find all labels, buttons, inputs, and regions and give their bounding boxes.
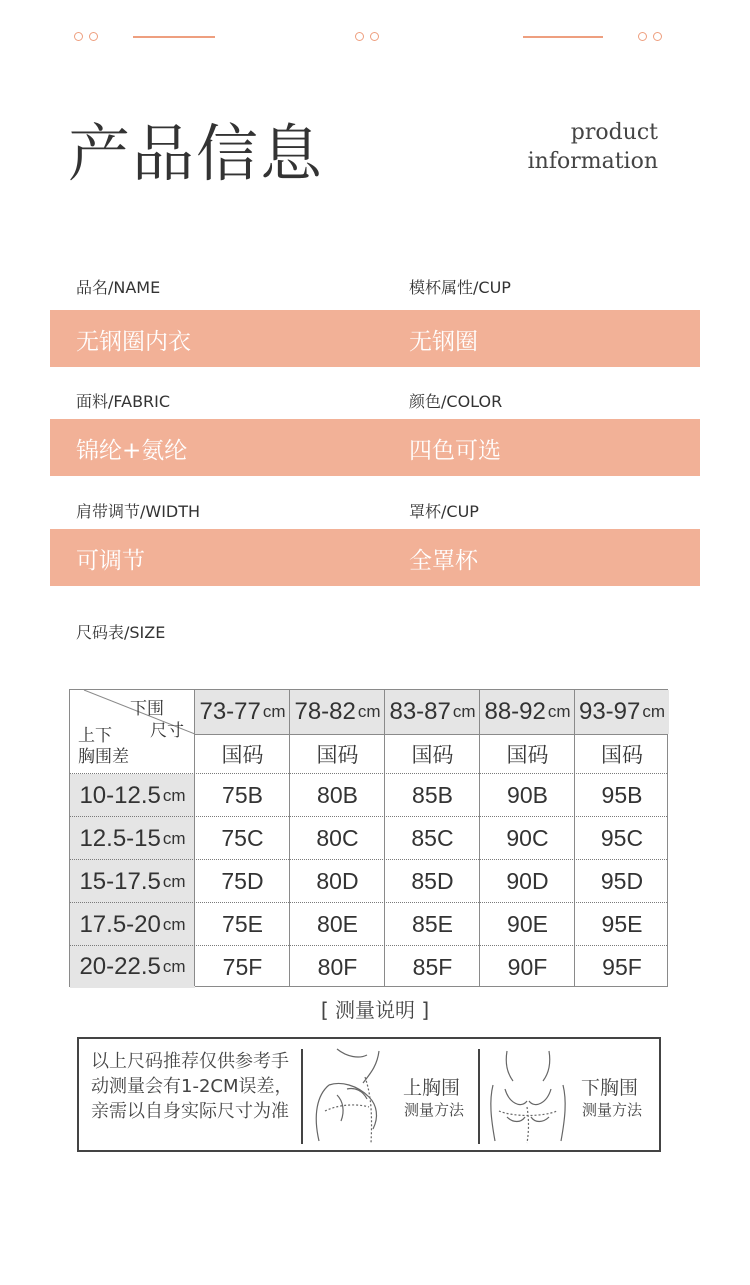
upper-bust-label: 上胸围 bbox=[403, 1077, 461, 1099]
info-value-fabric: 锦纶+氨纶 bbox=[76, 438, 188, 464]
grid-hline bbox=[195, 734, 667, 735]
size-cell: 80C bbox=[316, 825, 359, 851]
page-title-en-line2: information bbox=[527, 149, 658, 174]
grid-hline bbox=[70, 859, 667, 860]
info-label-cup: 罩杯/CUP bbox=[409, 502, 479, 521]
col-subheader: 国码 bbox=[601, 743, 643, 767]
corner-label-updown: 上下 bbox=[78, 726, 112, 746]
size-cell: 90D bbox=[506, 868, 549, 894]
info-value-cup: 全罩杯 bbox=[409, 548, 478, 574]
decor-line-left bbox=[133, 36, 215, 38]
size-cell: 90E bbox=[507, 911, 548, 937]
info-label-cup-type: 模杯属性/CUP bbox=[409, 278, 511, 297]
size-cell: 90C bbox=[506, 825, 549, 851]
info-label-color: 颜色/COLOR bbox=[409, 392, 503, 411]
info-value-name: 无钢圈内衣 bbox=[76, 329, 191, 355]
size-cell: 75C bbox=[221, 825, 264, 851]
size-cell: 85D bbox=[411, 868, 454, 894]
info-value-width: 可调节 bbox=[76, 548, 145, 574]
decor-dots-left bbox=[74, 32, 98, 41]
measure-note-box bbox=[77, 1037, 661, 1152]
page-title: 产品信息 bbox=[68, 117, 325, 190]
grid-hline bbox=[70, 945, 667, 946]
col-header: 88-92 cm bbox=[484, 698, 571, 725]
page-title-en bbox=[528, 118, 658, 176]
size-cell: 75B bbox=[222, 782, 263, 808]
col-header: 83-87 cm bbox=[389, 698, 476, 725]
corner-label-diff: 胸围差 bbox=[78, 747, 129, 767]
measure-note-text: 以上尺码推荐仅供参考手动测量会有1-2CM误差，亲需以自身实际尺寸为准 bbox=[91, 1051, 293, 1122]
size-cell: 80D bbox=[316, 868, 359, 894]
lower-bust-figure-icon bbox=[483, 1045, 573, 1145]
size-cell: 80F bbox=[317, 953, 358, 980]
col-header: 73-77 cm bbox=[199, 698, 286, 725]
size-section-label: 尺码表/SIZE bbox=[76, 623, 166, 642]
grid-hline bbox=[70, 902, 667, 903]
row-header: 12.5-15 cm bbox=[79, 824, 186, 852]
col-header: 78-82 cm bbox=[294, 698, 381, 725]
info-label-width: 肩带调节/WIDTH bbox=[76, 502, 201, 521]
info-band-2 bbox=[50, 419, 700, 476]
info-value-cup-type: 无钢圈 bbox=[409, 329, 478, 355]
corner-label-size: 尺寸 bbox=[150, 721, 184, 741]
col-subheader: 国码 bbox=[316, 743, 359, 767]
size-cell: 75F bbox=[222, 953, 263, 980]
row-header: 17.5-20 cm bbox=[79, 910, 186, 938]
col-header: 93-97 cm bbox=[578, 698, 666, 725]
size-cell: 90B bbox=[507, 782, 548, 808]
row-header: 10-12.5 cm bbox=[79, 781, 186, 809]
size-cell: 85C bbox=[411, 825, 454, 851]
info-band-3 bbox=[50, 529, 700, 586]
grid-hline bbox=[70, 773, 667, 774]
size-cell: 80E bbox=[317, 911, 358, 937]
info-label-name: 品名/NAME bbox=[76, 278, 161, 297]
measure-title: [ 测量说明 ] bbox=[320, 998, 430, 1022]
info-label-fabric: 面料/FABRIC bbox=[76, 392, 171, 411]
size-cell: 85F bbox=[412, 953, 453, 980]
col-subheader: 国码 bbox=[221, 743, 264, 767]
decor-dots-right bbox=[638, 32, 662, 41]
size-cell: 95E bbox=[601, 911, 643, 937]
lower-bust-label: 下胸围 bbox=[581, 1077, 639, 1099]
size-cell: 95B bbox=[601, 782, 643, 808]
row-header: 15-17.5 cm bbox=[79, 867, 186, 895]
info-band-1 bbox=[50, 310, 700, 367]
size-cell: 90F bbox=[507, 953, 548, 980]
size-cell: 95F bbox=[602, 953, 642, 980]
size-cell: 75D bbox=[221, 868, 264, 894]
upper-bust-figure-icon bbox=[307, 1045, 397, 1145]
size-cell: 80B bbox=[317, 782, 358, 808]
size-cell: 85B bbox=[412, 782, 453, 808]
size-cell: 95D bbox=[600, 868, 644, 894]
upper-bust-sub: 测量方法 bbox=[404, 1101, 465, 1119]
size-cell: 85E bbox=[412, 911, 453, 937]
note-separator bbox=[301, 1049, 303, 1144]
lower-bust-sub: 测量方法 bbox=[582, 1101, 643, 1119]
info-value-color: 四色可选 bbox=[409, 438, 501, 464]
grid-hline bbox=[70, 816, 667, 817]
corner-label-under: 下围 bbox=[130, 699, 164, 719]
row-header: 20-22.5 cm bbox=[79, 953, 186, 980]
note-separator bbox=[478, 1049, 480, 1144]
page-title-en-line1: product bbox=[570, 120, 658, 145]
decor-line-right bbox=[523, 36, 603, 38]
size-table bbox=[69, 689, 668, 987]
decor-dots-center bbox=[355, 32, 379, 41]
size-cell: 75E bbox=[222, 911, 263, 937]
col-subheader: 国码 bbox=[506, 743, 549, 767]
size-cell: 95C bbox=[600, 825, 644, 851]
col-subheader: 国码 bbox=[411, 743, 454, 767]
